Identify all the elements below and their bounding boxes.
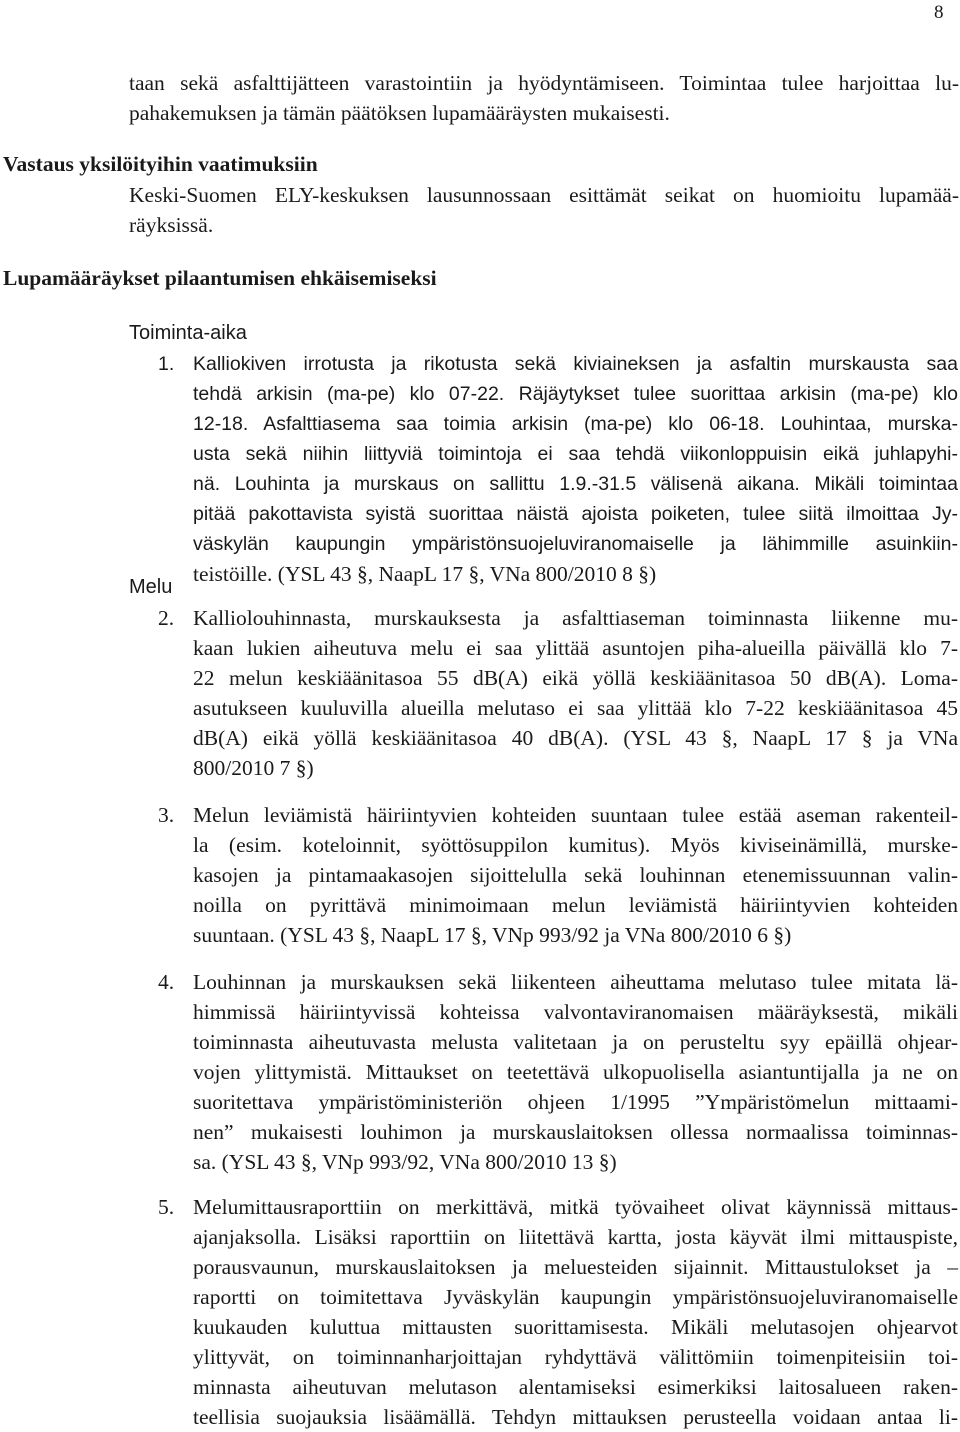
item-line: suuntaan. (YSL 43 §, NaapL 17 §, VNp 993/92 ja VNa 800/2010 6 §) — [193, 923, 792, 947]
page-number: 8 — [934, 2, 944, 23]
item-line: tehdä arkisin (ma-pe) klo 07-22. Räjäytykset tulee suorittaa arkisin (ma-pe) klo — [193, 383, 958, 405]
item-line: ajanjaksolla. Lisäksi raporttiin on liitettävä kartta, josta käyvät ilmi mittauspiste, — [193, 1225, 958, 1249]
item-4 — [158, 967, 958, 1177]
item-line: Melumittausraporttiin on merkittävä, mitkä työvaiheet olivat käynnissä mittaus- — [193, 1195, 958, 1219]
response-heading: Vastaus yksilöityihin vaatimuksiin — [3, 152, 318, 176]
item-1 — [158, 349, 958, 589]
item-line: Louhinnan ja murskauksen sekä liikenteen aiheuttama melutaso tulee mitata lä- — [193, 970, 958, 994]
response-line: räyksissä. — [129, 213, 214, 237]
item-line: usta sekä niihin liittyviä toimintoja ei saa tehdä viikonloppuisin eikä juhlapyhi- — [193, 443, 958, 465]
item-line: vojen ylittymistä. Mittaukset on teetettävä ulkopuolisella asiantuntijalla ja ne on — [193, 1060, 958, 1084]
item-line: porausvaunun, murskauslaitoksen ja meluesteiden sijainnit. Mittaustulokset ja – — [193, 1255, 958, 1279]
item-line: sa. (YSL 43 §, VNp 993/92, VNa 800/2010 13 §) — [193, 1150, 617, 1174]
item-line: nen” mukaisesti louhimon ja murskauslaitoksen ollessa normaalissa toiminnas- — [193, 1120, 958, 1144]
item-line: Kalliolouhinnasta, murskauksesta ja asfalttiaseman toiminnasta liikenne mu- — [193, 606, 958, 630]
item-number: 1. — [158, 353, 175, 375]
item-number: 3. — [158, 803, 175, 827]
item-line: asutukseen kuuluvilla alueilla melutaso ei saa ylittää klo 7-22 keskiäänitasoa 45 — [193, 696, 958, 720]
item-number: 4. — [158, 970, 175, 994]
item-line: noilla on pyrittävä minimoimaan melun leviämistä häiriintyvien kohteiden — [193, 893, 958, 917]
item-line: 800/2010 7 §) — [193, 756, 314, 780]
item-2 — [158, 603, 958, 783]
response-line: Keski-Suomen ELY-keskuksen lausunnossaan esittämät seikat on huomioitu lupamää- — [129, 183, 959, 207]
item-line: kuukauden kuluttua mittausten suorittamisesta. Mikäli melutasojen ohjearvot — [193, 1315, 958, 1339]
subsection-operating-time: Toiminta-aika — [129, 322, 247, 344]
item-line: kasojen ja pintamaakasojen sijoittelulla sekä louhinnan etenemissuunnan valin- — [193, 863, 958, 887]
item-line: minnasta aiheutuvan melutason alentamiseksi esimerkiksi laitosalueen raken- — [193, 1375, 958, 1399]
item-line: dB(A) eikä yöllä keskiäänitasoa 40 dB(A). (YSL 43 §, NaapL 17 § ja VNa — [193, 726, 958, 750]
item-line: nä. Louhinta ja murskaus on sallittu 1.9.-31.5 välisenä aikana. Mikäli toimintaa — [193, 473, 958, 495]
section-heading: Lupamääräykset pilaantumisen ehkäisemiseksi — [3, 266, 437, 290]
intro-line: taan sekä asfalttijätteen varastointiin ja hyödyntämiseen. Toimintaa tulee harjoittaa lu- — [129, 71, 959, 95]
response-paragraph — [129, 180, 959, 240]
item-line: teistöille. (YSL 43 §, NaapL 17 §, VNa 800/2010 8 §) — [193, 562, 657, 586]
item-line: ylittyvät, on toiminnanharjoittajan ryhdyttävä välittömiin toimenpiteisiin toi- — [193, 1345, 958, 1369]
item-line: väskylän kaupungin ympäristönsuojeluviranomaiselle ja lähimmille asuinkiin- — [193, 533, 958, 555]
item-line: Kalliokiven irrotusta ja rikotusta sekä kiviaineksen ja asfaltin murskausta saa — [193, 353, 958, 375]
item-number: 2. — [158, 606, 175, 630]
item-line: himmissä häiriintyvissä kohteissa valvontaviranomaisen määräyksestä, mikäli — [193, 1000, 958, 1024]
item-line: la (esim. koteloinnit, syöttösuppilon kumitus). Myös kiviseinämillä, murske- — [193, 833, 958, 857]
intro-line: pahakemuksen ja tämän päätöksen lupamääräysten mukaisesti. — [129, 101, 670, 125]
item-line: 12-18. Asfalttiasema saa toimia arkisin (ma-pe) klo 06-18. Louhintaa, murska- — [193, 413, 958, 435]
item-number: 5. — [158, 1195, 175, 1219]
item-line: toiminnasta aiheutuvasta melusta valitetaan ja on perusteltu syy epäillä ohjear- — [193, 1030, 958, 1054]
item-3 — [158, 800, 958, 950]
item-5 — [158, 1192, 958, 1432]
intro-paragraph — [129, 68, 959, 128]
item-line: kaan lukien aiheutuva melu ei saa ylittää asuntojen piha-alueilla päivällä klo 7- — [193, 636, 958, 660]
item-line: teellisia suojauksia lisäämällä. Tehdyn mittauksen perusteella voidaan antaa li- — [193, 1405, 958, 1429]
subsection-noise: Melu — [129, 576, 173, 598]
item-line: raportti on toimitettava Jyväskylän kaupungin ympäristönsuojeluviranomaiselle — [193, 1285, 958, 1309]
item-line: suoritettava ympäristöministeriön ohjeen 1/1995 ”Ympäristömelun mittaami- — [193, 1090, 958, 1114]
item-line: pitää pakottavista syistä suorittaa näistä ajoista poiketen, tulee siitä ilmoittaa Jy- — [193, 503, 958, 525]
item-line: Melun leviämistä häiriintyvien kohteiden suuntaan tulee estää aseman rakenteil- — [193, 803, 958, 827]
item-line: 22 melun keskiäänitasoa 55 dB(A) eikä yöllä keskiäänitasoa 50 dB(A). Loma- — [193, 666, 958, 690]
